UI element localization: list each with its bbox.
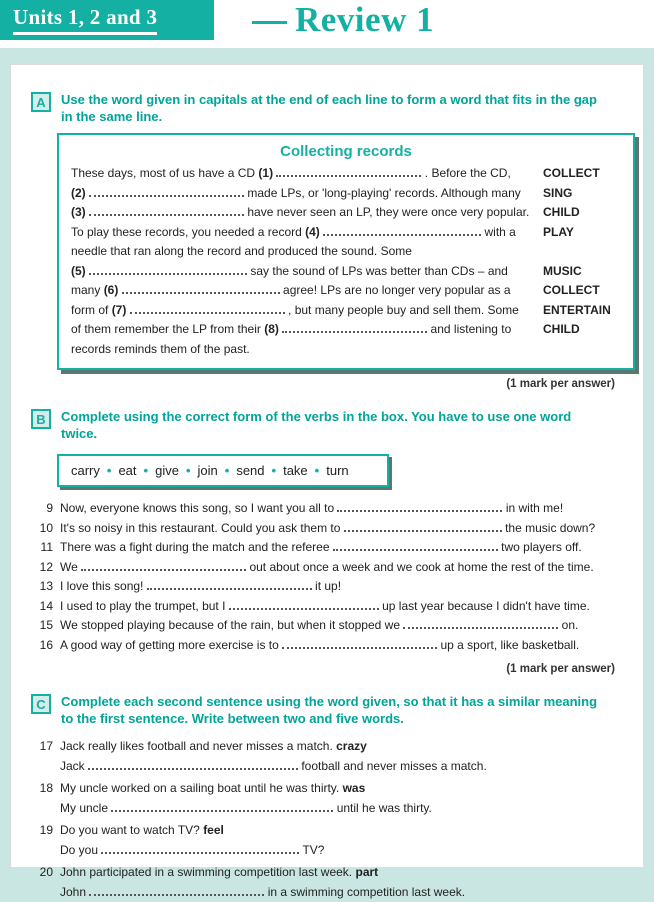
header-divider-line [252, 21, 287, 24]
exercise-item [35, 558, 621, 578]
text-run: These days, most of us have a CD [71, 166, 258, 180]
item-number: 17 [35, 737, 53, 757]
item-number: 16 [35, 636, 53, 656]
text-run: Do you want to watch TV? [60, 823, 203, 837]
exercise-item [35, 519, 621, 539]
answer-sentence [35, 799, 621, 819]
given-word: part [355, 865, 378, 879]
exercise-item [35, 597, 621, 617]
passage-line [71, 301, 621, 321]
passage-line-text [71, 242, 543, 262]
item-text [60, 616, 621, 636]
given-word: was [343, 781, 366, 795]
section-c-header [31, 693, 621, 727]
passage-line [71, 223, 621, 243]
item-text [60, 577, 621, 597]
passage-lines [71, 164, 621, 359]
bullet-separator: • [144, 463, 149, 478]
passage-line [71, 340, 621, 360]
text-run: Jack really likes football and never misses a match. [60, 739, 336, 753]
capital-word: COLLECT [543, 281, 621, 301]
gap-number: (7) [112, 303, 127, 317]
word-option: join [198, 463, 218, 478]
text-run: , but many people buy and sell them. Some [285, 303, 519, 317]
passage-line-text [71, 164, 543, 184]
bullet-separator: • [186, 463, 191, 478]
text-run: I love this song! [60, 579, 147, 593]
item-number: 10 [35, 519, 53, 539]
section-c-items [35, 737, 621, 902]
gap-number: (4) [305, 225, 320, 239]
marks-note-a: (1 mark per answer) [31, 378, 615, 390]
answer-gap [81, 561, 246, 571]
section-b-instruction: Complete using the correct form of the verbs in the box. You have to use one word twice. [61, 408, 601, 442]
item-number: 11 [35, 538, 53, 558]
text-run: two players off. [498, 540, 582, 554]
section-a-header [31, 91, 621, 125]
passage-line-text [71, 184, 543, 204]
capital-word: CHILD [543, 320, 621, 340]
text-run: Jack [60, 759, 88, 773]
units-banner [0, 0, 214, 40]
answer-gap [130, 304, 285, 314]
answer-gap [344, 522, 502, 532]
first-sentence [60, 779, 621, 799]
section-c-badge: C [31, 694, 51, 714]
item-number: 9 [35, 499, 53, 519]
gap-number: (6) [104, 283, 119, 297]
item-text [60, 538, 621, 558]
exercise-item [35, 616, 621, 636]
gap-number: (2) [71, 186, 86, 200]
word-option: carry [71, 463, 100, 478]
text-run: have never seen an LP, they were once very popular. [244, 205, 529, 219]
capital-word: CHILD [543, 203, 621, 223]
passage-line-text [71, 281, 543, 301]
section-b [31, 408, 621, 675]
first-sentence [60, 737, 621, 757]
item-number: 15 [35, 616, 53, 636]
answer-gap [229, 600, 379, 610]
text-run: My uncle worked on a sailing boat until he was thirty. [60, 781, 343, 795]
given-word: crazy [336, 739, 367, 753]
section-c-instruction: Complete each second sentence using the word given, so that it has a similar meaning to the first sentence. Write between two and five words. [61, 693, 601, 727]
section-a-instruction: Use the word given in capitals at the end of each line to form a word that fits in the gap in the same line. [61, 91, 601, 125]
answer-gap [282, 323, 427, 333]
answer-sentence [35, 841, 621, 861]
text-run: football and never misses a match. [298, 759, 487, 773]
item-text [60, 597, 621, 617]
capital-word: MUSIC [543, 262, 621, 282]
item-text [60, 499, 621, 519]
text-run: out about once a week and we cook at home the rest of the time. [246, 560, 594, 574]
section-c [31, 693, 621, 902]
passage-box [57, 133, 635, 370]
text-run: and listening to [427, 322, 511, 336]
answer-gap [89, 265, 247, 275]
text-run: it up! [312, 579, 341, 593]
word-option: send [236, 463, 264, 478]
bullet-separator: • [315, 463, 320, 478]
section-a-badge: A [31, 92, 51, 112]
exercise-item [35, 499, 621, 519]
item-number: 20 [35, 863, 53, 883]
text-run: made LPs, or 'long-playing' records. Although many [244, 186, 521, 200]
item-number: 14 [35, 597, 53, 617]
passage-line [71, 262, 621, 282]
capital-word [543, 340, 621, 360]
text-run: John participated in a swimming competition last week. [60, 865, 355, 879]
answer-gap [147, 580, 312, 590]
bullet-separator: • [107, 463, 112, 478]
passage-line-text [71, 262, 543, 282]
text-run: many [71, 283, 104, 297]
passage-title: Collecting records [71, 143, 621, 160]
text-run: TV? [299, 843, 324, 857]
text-run: in a swimming competition last week. [264, 885, 465, 899]
rewrite-sentence-row [35, 821, 621, 841]
item-text [60, 519, 621, 539]
text-run: with a [481, 225, 516, 239]
verb-word-list [71, 463, 349, 478]
text-run: A good way of getting more exercise is to [60, 638, 282, 652]
bullet-separator: • [225, 463, 230, 478]
answer-gap [403, 619, 558, 629]
passage-line [71, 320, 621, 340]
passage-line-text [71, 320, 543, 340]
text-run: the music down? [502, 521, 595, 535]
exercise-item [35, 577, 621, 597]
units-label: Units 1, 2 and 3 [13, 5, 157, 35]
bullet-separator: • [272, 463, 277, 478]
rewrite-sentence-row [35, 779, 621, 799]
rewrite-sentence-row [35, 737, 621, 757]
answer-gap [333, 541, 498, 551]
answer-gap [276, 167, 421, 177]
answer-gap [337, 502, 502, 512]
item-number: 12 [35, 558, 53, 578]
page-header [0, 0, 654, 48]
answer-sentence [35, 757, 621, 777]
capital-word: COLLECT [543, 164, 621, 184]
answer-gap [282, 639, 437, 649]
text-run: I used to play the trumpet, but I [60, 599, 229, 613]
text-run: needle that ran along the record and produced the sound. Some [71, 244, 412, 258]
text-run: We stopped playing because of the rain, but when it stopped we [60, 618, 403, 632]
exercise-item [35, 538, 621, 558]
passage-line [71, 203, 621, 223]
text-run: Now, everyone knows this song, so I want you all to [60, 501, 337, 515]
word-option: take [283, 463, 308, 478]
text-run: until he was thirty. [333, 801, 431, 815]
gap-number: (3) [71, 205, 86, 219]
passage-line [71, 184, 621, 204]
answer-gap [122, 284, 280, 294]
passage-line-text [71, 340, 543, 360]
text-run: say the sound of LPs was better than CDs – and [247, 264, 508, 278]
review-title: Review 1 [295, 0, 434, 40]
rewrite-item [35, 737, 621, 776]
item-text [60, 636, 621, 656]
first-sentence [60, 863, 621, 883]
answer-gap [101, 844, 299, 854]
text-run: Do you [60, 843, 101, 857]
item-number: 18 [35, 779, 53, 799]
text-run: My uncle [60, 801, 111, 815]
answer-gap [89, 187, 244, 197]
answer-sentence [35, 883, 621, 902]
capital-word: PLAY [543, 223, 621, 243]
text-run: To play these records, you needed a record [71, 225, 305, 239]
text-run: up last year because I didn't have time. [379, 599, 590, 613]
rewrite-item [35, 821, 621, 860]
verb-word-box [57, 454, 389, 487]
answer-gap [88, 760, 298, 770]
word-option: give [155, 463, 179, 478]
text-run: It's so noisy in this restaurant. Could you ask them to [60, 521, 344, 535]
gap-number: (8) [264, 322, 279, 336]
worksheet-page [10, 64, 644, 868]
marks-note-b: (1 mark per answer) [31, 663, 615, 675]
text-run: We [60, 560, 81, 574]
text-run: . Before the CD, [421, 166, 510, 180]
gap-number: (5) [71, 264, 86, 278]
rewrite-sentence-row [35, 863, 621, 883]
rewrite-item [35, 779, 621, 818]
answer-gap [89, 886, 264, 896]
text-run: on. [558, 618, 578, 632]
rewrite-item [35, 863, 621, 902]
text-run: agree! LPs are no longer very popular as a [280, 283, 511, 297]
answer-gap [89, 206, 244, 216]
item-number: 19 [35, 821, 53, 841]
section-b-badge: B [31, 409, 51, 429]
capital-word: SING [543, 184, 621, 204]
capital-word: ENTERTAIN [543, 301, 621, 321]
first-sentence [60, 821, 621, 841]
item-number: 13 [35, 577, 53, 597]
text-run: John [60, 885, 89, 899]
passage-line-text [71, 301, 543, 321]
text-run: form of [71, 303, 112, 317]
passage-line [71, 164, 621, 184]
text-run: of them remember the LP from their [71, 322, 264, 336]
section-b-header [31, 408, 621, 442]
section-b-items [35, 499, 621, 655]
word-option: eat [118, 463, 136, 478]
capital-word [543, 242, 621, 262]
text-run: in with me! [502, 501, 563, 515]
passage-line-text [71, 223, 543, 243]
text-run: records reminds them of the past. [71, 342, 250, 356]
answer-gap [111, 802, 333, 812]
passage-line [71, 242, 621, 262]
text-run: up a sport, like basketball. [437, 638, 579, 652]
gap-number: (1) [258, 166, 273, 180]
exercise-item [35, 636, 621, 656]
section-a [31, 91, 621, 390]
item-text [60, 558, 621, 578]
text-run: There was a fight during the match and the referee [60, 540, 333, 554]
answer-gap [323, 226, 481, 236]
passage-line [71, 281, 621, 301]
word-option: turn [326, 463, 348, 478]
given-word: feel [203, 823, 224, 837]
passage-line-text [71, 203, 543, 223]
